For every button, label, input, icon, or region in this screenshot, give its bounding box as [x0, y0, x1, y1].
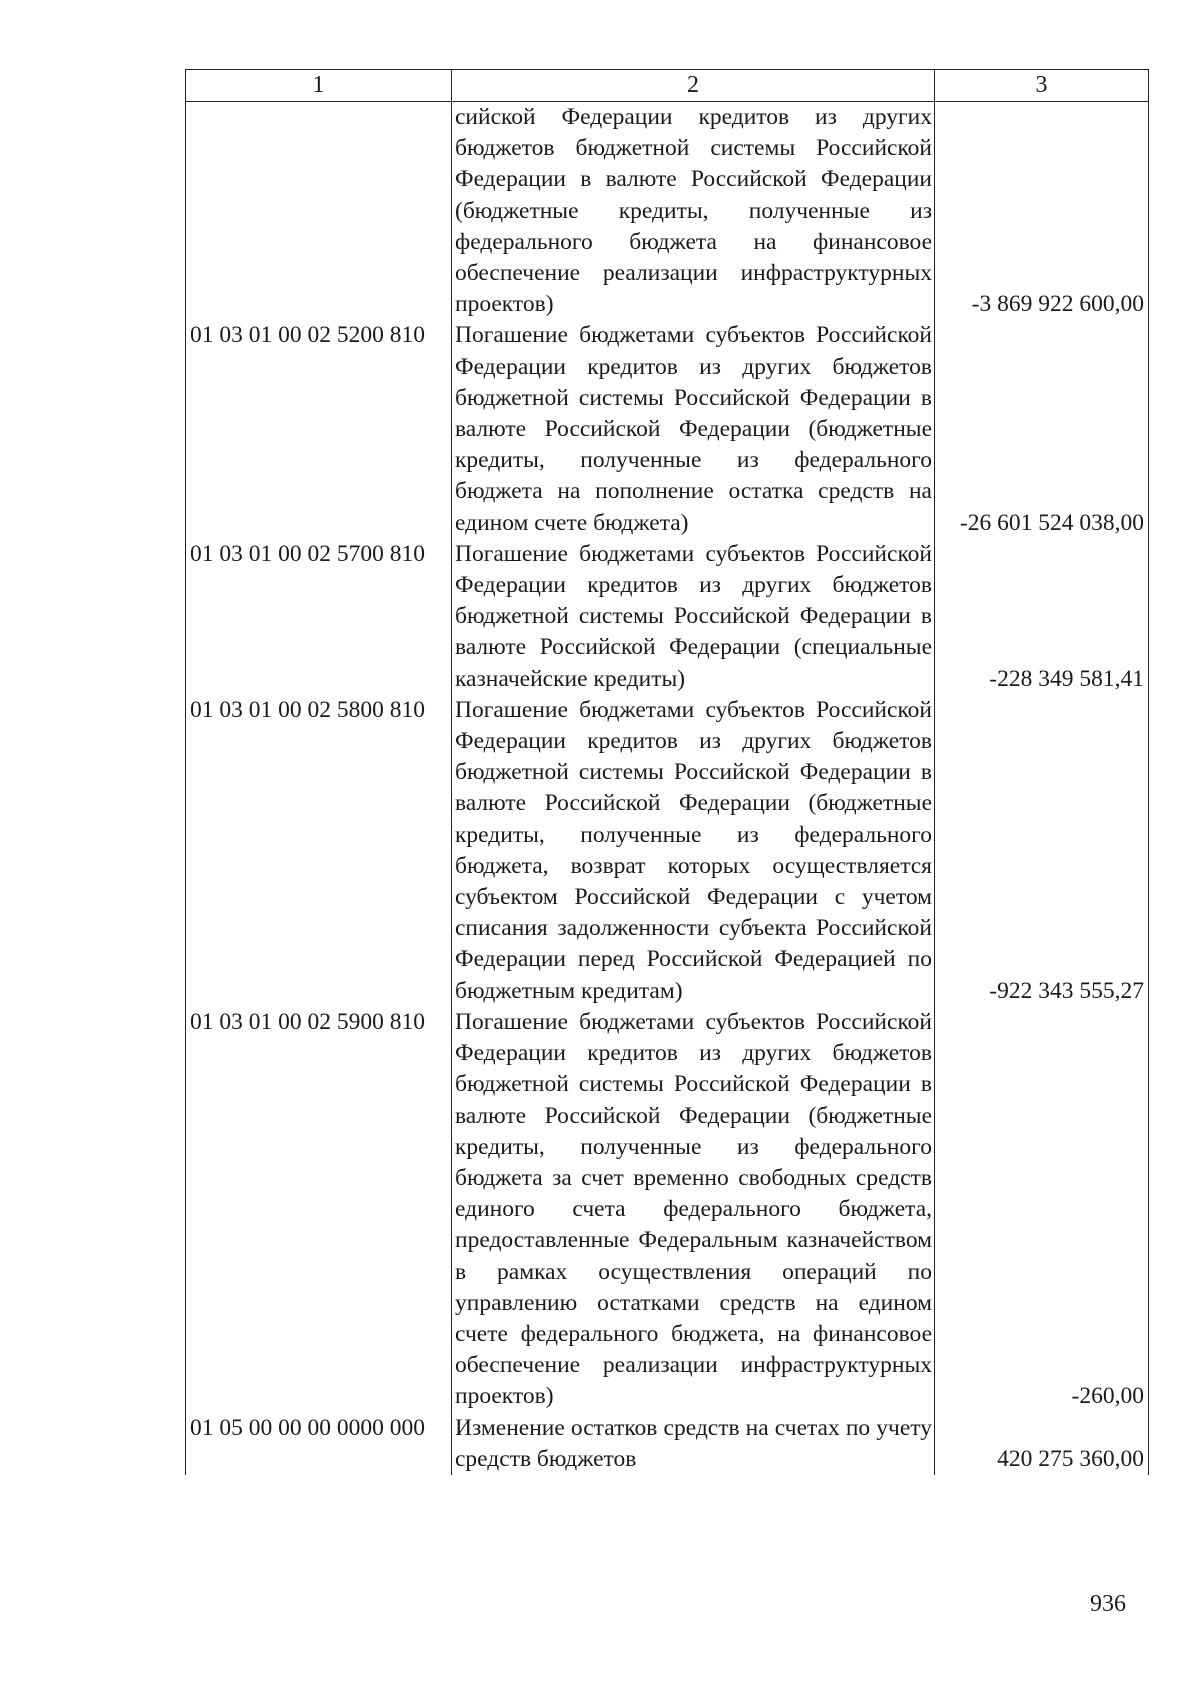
row-code: 01 03 01 00 02 5200 810	[186, 320, 452, 538]
table-row	[186, 1007, 1149, 1413]
row-amount: -26 601 524 038,00	[935, 320, 1149, 538]
row-description: Погашение бюджетами субъектов Российской Федерации кредитов из других бюджетов бюджетной системы Российской Федерации в валюте Российской Федерации (бюджетные кредиты, полученные из федерального бюджета на пополнение остатка средств на едином счете бюджета)	[452, 320, 935, 538]
column-header-3: 3	[935, 70, 1149, 102]
row-description: Погашение бюджетами субъектов Российской Федерации кредитов из других бюджетов бюджетной системы Российской Федерации в валюте Российской Федерации (бюджетные кредиты, полученные из федерального бюджета, возврат которых осуществляется субъектом Российской Федерации с учетом списания задолженности субъекта Российской Федерации перед Российской Федерацией по бюджетным кредитам)	[452, 695, 935, 1007]
row-amount: 420 275 360,00	[935, 1413, 1149, 1475]
row-code: 01 03 01 00 02 5700 810	[186, 539, 452, 695]
row-amount: -260,00	[935, 1007, 1149, 1413]
row-amount: -228 349 581,41	[935, 539, 1149, 695]
row-amount: -922 343 555,27	[935, 695, 1149, 1007]
budget-table-page	[185, 69, 1148, 1475]
row-code: 01 03 01 00 02 5800 810	[186, 695, 452, 1007]
column-header-2: 2	[452, 70, 935, 102]
table-row	[186, 539, 1149, 695]
page-number: 936	[1090, 1591, 1126, 1617]
table-row	[186, 102, 1149, 321]
row-amount: -3 869 922 600,00	[935, 102, 1149, 321]
budget-sources-table	[185, 69, 1149, 1475]
row-code: 01 03 01 00 02 5900 810	[186, 1007, 452, 1413]
table-row	[186, 320, 1149, 538]
row-code	[186, 102, 452, 321]
column-header-1: 1	[186, 70, 452, 102]
table-row	[186, 695, 1149, 1007]
row-description: сийской Федерации кредитов из других бюджетов бюджетной системы Российской Федерации в валюте Российской Федерации (бюджетные кредиты, полученные из федерального бюджета на финансовое обеспечение реализации инфраструктурных проектов)	[452, 102, 935, 321]
row-description: Изменение остатков средств на счетах по учету средств бюджетов	[452, 1413, 935, 1475]
row-description: Погашение бюджетами субъектов Российской Федерации кредитов из других бюджетов бюджетной системы Российской Федерации в валюте Российской Федерации (бюджетные кредиты, полученные из федерального бюджета за счет временно свободных средств единого счета федерального бюджета, предоставленные Федеральным казначейством в рамках осуществления операций по управлению остатками средств на едином счете федерального бюджета, на финансовое обеспечение реализации инфраструктурных проектов)	[452, 1007, 935, 1413]
row-code: 01 05 00 00 00 0000 000	[186, 1413, 452, 1475]
table-row	[186, 1413, 1149, 1475]
row-description: Погашение бюджетами субъектов Российской Федерации кредитов из других бюджетов бюджетной системы Российской Федерации в валюте Российской Федерации (специальные казначейские кредиты)	[452, 539, 935, 695]
table-header-row	[186, 70, 1149, 102]
